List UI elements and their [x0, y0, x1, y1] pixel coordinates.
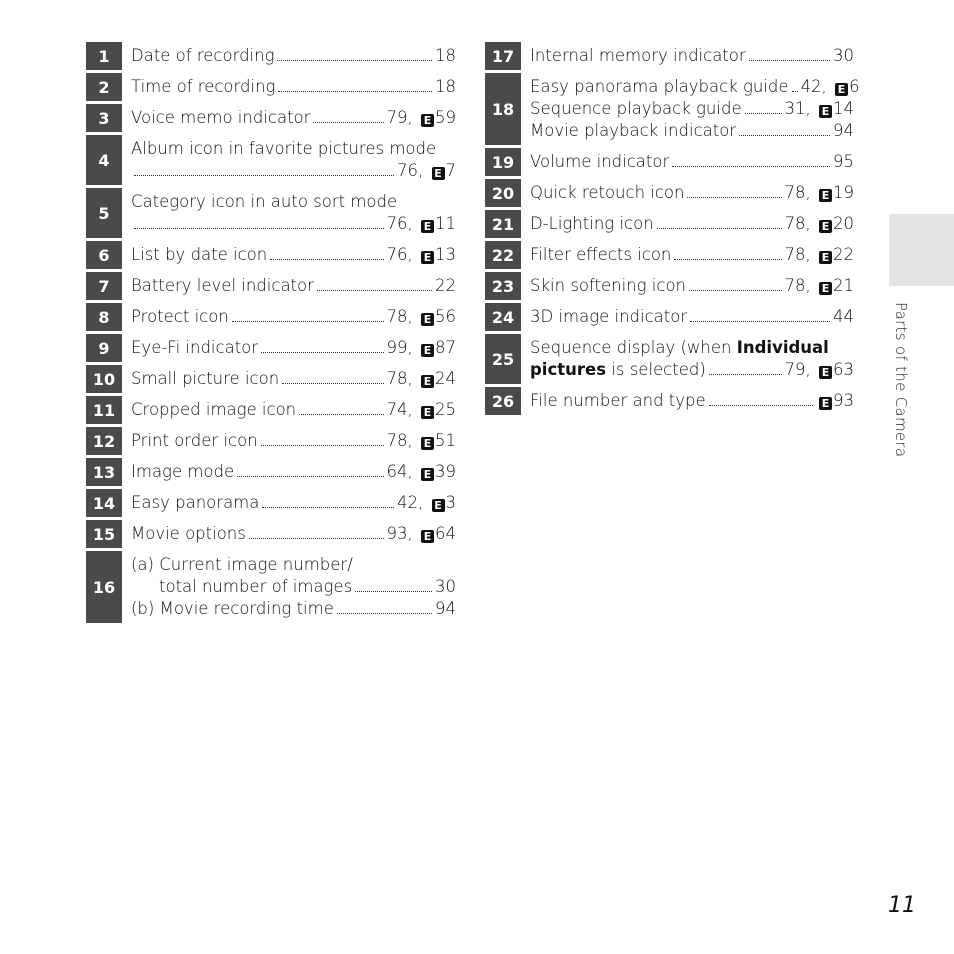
item-description: [122, 187, 456, 240]
item-number: 6: [86, 240, 122, 271]
item-description: [521, 240, 854, 271]
legend-row: [485, 240, 854, 271]
item-number: 14: [86, 488, 122, 519]
page-ref-number: 64,: [386, 462, 418, 481]
page-reference: [387, 213, 457, 235]
description-line: [131, 430, 456, 452]
item-number: 25: [485, 333, 521, 386]
description-line: [131, 107, 456, 129]
item-number: 7: [86, 271, 122, 302]
page-ref-number: 76,: [386, 245, 418, 264]
page-reference: [785, 275, 855, 297]
page-ref-number: 79,: [784, 360, 816, 379]
description-line: [131, 275, 456, 297]
page-ref-number: 42,: [800, 77, 833, 96]
reference-section-icon: E: [421, 406, 434, 419]
page-ref-number: 78,: [784, 245, 816, 264]
item-label: Time of recording: [131, 77, 276, 96]
description-line: [530, 76, 860, 98]
item-number: 26: [485, 386, 521, 417]
item-number: 24: [485, 302, 521, 333]
item-description: [521, 386, 854, 417]
reference-section-icon: E: [421, 530, 434, 543]
description-line: [530, 306, 854, 328]
dot-leader: [709, 405, 813, 406]
page-ref-number: 99,: [386, 338, 418, 357]
item-number: 9: [86, 333, 122, 364]
page-reference: [785, 213, 855, 235]
legend-row: [86, 488, 456, 519]
section-label: Parts of the Camera: [892, 302, 910, 458]
item-label: Category icon in auto sort mode: [131, 192, 398, 211]
item-number: 12: [86, 426, 122, 457]
item-label: Small picture icon: [131, 369, 280, 388]
reference-section-icon: E: [421, 375, 434, 388]
dot-leader: [674, 259, 781, 260]
description-line: [530, 359, 854, 381]
label-part: is selected): [606, 360, 706, 379]
item-label: (b) Movie recording time: [131, 599, 334, 618]
page-reference: [387, 430, 457, 452]
description-line: [131, 492, 456, 514]
dot-leader: [299, 414, 383, 415]
page-reference: [435, 275, 456, 297]
reference-section-page: 7: [445, 161, 456, 180]
page-ref-number: 30: [435, 577, 456, 596]
reference-section-icon: E: [819, 189, 832, 202]
item-label: List by date icon: [131, 245, 268, 264]
legend-row: [485, 72, 854, 147]
page-reference: [785, 182, 855, 204]
reference-section-page: 24: [435, 369, 456, 388]
dot-leader: [134, 175, 394, 176]
item-description: [122, 457, 456, 488]
legend-row: [485, 333, 854, 386]
reference-section-icon: E: [421, 468, 434, 481]
dot-leader: [337, 613, 432, 614]
page-reference: [785, 98, 855, 120]
item-number: 13: [86, 457, 122, 488]
section-tab: [889, 214, 954, 286]
page-ref-number: 78,: [784, 214, 816, 233]
item-number: 23: [485, 271, 521, 302]
page-ref-number: 44: [833, 307, 854, 326]
legend-row: [86, 302, 456, 333]
description-line: [530, 390, 854, 412]
description-line: [530, 275, 854, 297]
item-description: [122, 488, 456, 519]
reference-section-page: 20: [833, 214, 854, 233]
page-reference: [387, 523, 457, 545]
item-description: [122, 426, 456, 457]
item-number: 16: [86, 550, 122, 625]
item-label: Image mode: [131, 462, 235, 481]
description-line: [530, 213, 854, 235]
reference-section-page: 64: [435, 524, 456, 543]
description-line: [530, 45, 854, 67]
dot-leader: [262, 507, 394, 508]
reference-section-icon: E: [819, 282, 832, 295]
dot-leader: [749, 60, 830, 61]
page-reference: [387, 461, 457, 483]
dot-leader: [687, 197, 781, 198]
reference-section-icon: E: [819, 397, 832, 410]
reference-section-page: 22: [833, 245, 854, 264]
dot-leader: [261, 352, 383, 353]
bold-term: Individual: [736, 338, 829, 357]
item-description: [521, 147, 854, 178]
item-description: [521, 271, 854, 302]
reference-section-icon: E: [421, 220, 434, 233]
reference-section-page: 11: [435, 214, 456, 233]
reference-section-page: 21: [833, 276, 854, 295]
description-line: [530, 151, 854, 173]
legend-row: [86, 395, 456, 426]
item-number: 10: [86, 364, 122, 395]
item-description: [122, 395, 456, 426]
item-number: 21: [485, 209, 521, 240]
item-number: 8: [86, 302, 122, 333]
reference-section-page: 87: [435, 338, 456, 357]
page-reference: [387, 368, 457, 390]
reference-section-page: 39: [435, 462, 456, 481]
reference-section-page: 51: [435, 431, 456, 450]
item-label: (a) Current image number/: [131, 555, 353, 574]
item-description: [122, 240, 456, 271]
page-reference: [435, 598, 456, 620]
description-line: [131, 598, 456, 620]
dot-leader: [134, 228, 384, 229]
description-line: [131, 45, 456, 67]
dot-leader: [657, 228, 782, 229]
description-line: [530, 98, 854, 120]
dot-leader: [313, 122, 383, 123]
item-label: Eye-Fi indicator: [131, 338, 259, 357]
legend-row: [86, 134, 456, 187]
page-reference: [435, 576, 456, 598]
page-ref-number: 31,: [784, 99, 816, 118]
description-line: [131, 368, 456, 390]
page-ref-number: 30: [833, 46, 854, 65]
description-line: [131, 523, 456, 545]
item-description: [122, 364, 456, 395]
legend-row: [86, 271, 456, 302]
legend-row: [86, 519, 456, 550]
legend-row: [485, 178, 854, 209]
reference-section-page: 6: [849, 77, 860, 96]
reference-section-icon: E: [819, 251, 832, 264]
page-ref-number: 78,: [386, 431, 418, 450]
item-number: 18: [485, 72, 521, 147]
item-number: 15: [86, 519, 122, 550]
legend-row: [485, 302, 854, 333]
item-description: [122, 103, 456, 134]
page-ref-number: 95: [833, 152, 854, 171]
item-description: [521, 72, 860, 147]
page-reference: [785, 359, 855, 381]
description-line: [131, 576, 456, 598]
item-description: [122, 134, 456, 187]
item-label: File number and type: [530, 391, 706, 410]
dot-leader: [278, 91, 432, 92]
item-description: [122, 42, 456, 72]
description-line: [131, 160, 456, 182]
page-reference: [435, 45, 456, 67]
legend-row: [86, 72, 456, 103]
reference-section-page: 59: [435, 108, 456, 127]
item-label: total number of images: [159, 577, 353, 596]
item-number: 3: [86, 103, 122, 134]
left-column: [86, 42, 456, 626]
page-ref-number: 74,: [386, 400, 418, 419]
description-line: [131, 337, 456, 359]
description-line: [131, 191, 456, 213]
reference-section-icon: E: [432, 499, 445, 512]
item-label: Voice memo indicator: [131, 108, 311, 127]
item-description: [122, 72, 456, 103]
legend-row: [86, 364, 456, 395]
item-label: Easy panorama playback guide: [530, 77, 789, 96]
description-line: [530, 120, 854, 142]
dot-leader: [270, 259, 383, 260]
page-reference: [387, 244, 457, 266]
page-reference: [387, 399, 457, 421]
item-number: 17: [485, 42, 521, 72]
legend-row: [86, 426, 456, 457]
legend-row: [86, 333, 456, 364]
reference-section-icon: E: [421, 114, 434, 127]
label-part: Sequence display (when: [530, 338, 737, 357]
page-reference: [816, 390, 854, 412]
legend-row: [86, 240, 456, 271]
page-ref-number: 18: [435, 46, 456, 65]
page-ref-number: 79,: [386, 108, 418, 127]
reference-section-page: 3: [445, 493, 456, 512]
dot-leader: [317, 290, 432, 291]
item-number: 22: [485, 240, 521, 271]
dot-leader: [277, 60, 432, 61]
item-label: Battery level indicator: [131, 276, 314, 295]
dot-leader: [282, 383, 383, 384]
dot-leader: [792, 91, 798, 92]
reference-section-icon: E: [819, 366, 832, 379]
page-reference: [833, 151, 854, 173]
item-label: Cropped image icon: [131, 400, 297, 419]
page-reference: [387, 337, 457, 359]
dot-leader: [689, 290, 781, 291]
page-ref-number: 78,: [784, 276, 816, 295]
description-line: [530, 182, 854, 204]
item-number: 1: [86, 42, 122, 72]
item-description: [122, 271, 456, 302]
page-ref-number: 94: [833, 121, 854, 140]
page-ref-number: 76,: [386, 214, 418, 233]
item-label: Print order icon: [131, 431, 258, 450]
item-description: [521, 302, 854, 333]
item-number: 2: [86, 72, 122, 103]
page-ref-number: 94: [435, 599, 456, 618]
dot-leader: [249, 538, 384, 539]
page-ref-number: 76,: [397, 161, 429, 180]
page-reference: [387, 107, 457, 129]
page-ref-number: 93,: [386, 524, 418, 543]
legend-table-left: [86, 42, 456, 626]
page-ref-number: 78,: [386, 369, 418, 388]
legend-row: [485, 147, 854, 178]
reference-section-page: 93: [833, 391, 854, 410]
legend-row: [86, 550, 456, 625]
item-description: [521, 178, 854, 209]
item-label: [530, 337, 829, 359]
reference-section-page: 14: [833, 99, 854, 118]
item-description: [521, 42, 854, 72]
page-ref-number: 78,: [784, 183, 816, 202]
item-label: Easy panorama: [131, 493, 260, 512]
item-description: [122, 519, 456, 550]
reference-section-icon: E: [819, 220, 832, 233]
dot-leader: [672, 166, 830, 167]
bold-term: pictures: [530, 360, 607, 379]
item-description: [521, 333, 854, 386]
page-ref-number: 18: [435, 77, 456, 96]
description-line: [131, 213, 456, 235]
dot-leader: [261, 445, 384, 446]
description-line: [131, 76, 456, 98]
reference-section-icon: E: [835, 83, 848, 96]
item-number: 11: [86, 395, 122, 426]
page-reference: [833, 306, 854, 328]
reference-section-icon: E: [819, 105, 832, 118]
legend-row: [485, 42, 854, 72]
item-number: 20: [485, 178, 521, 209]
item-label: Movie options: [131, 524, 246, 543]
description-line: [131, 306, 456, 328]
item-label: Album icon in favorite pictures mode: [131, 139, 437, 158]
item-number: 19: [485, 147, 521, 178]
item-label: 3D image indicator: [530, 307, 688, 326]
item-number: 5: [86, 187, 122, 240]
item-description: [122, 333, 456, 364]
reference-section-page: 19: [833, 183, 854, 202]
item-label: [530, 359, 706, 381]
description-line: [530, 337, 854, 359]
reference-section-icon: E: [432, 167, 445, 180]
page-reference: [435, 76, 456, 98]
legend-row: [86, 42, 456, 72]
item-label: Movie playback indicator: [530, 121, 737, 140]
dot-leader: [355, 591, 432, 592]
description-line: [131, 399, 456, 421]
page-reference: [801, 76, 860, 98]
description-line: [530, 244, 854, 266]
page-reference: [833, 120, 854, 142]
page-ref-number: 78,: [386, 307, 418, 326]
item-label: Filter effects icon: [530, 245, 672, 264]
reference-section-icon: E: [421, 344, 434, 357]
reference-section-page: 63: [833, 360, 854, 379]
dot-leader: [739, 135, 830, 136]
item-label: D-Lighting icon: [530, 214, 654, 233]
dot-leader: [232, 321, 384, 322]
right-column: [485, 42, 860, 418]
legend-table-right: [485, 42, 860, 418]
page-reference: [397, 492, 456, 514]
page-reference: [833, 45, 854, 67]
page-ref-number: 22: [435, 276, 456, 295]
description-line: [131, 461, 456, 483]
item-description: [521, 209, 854, 240]
page-ref-number: 42,: [397, 493, 429, 512]
description-line: [131, 244, 456, 266]
reference-section-page: 25: [435, 400, 456, 419]
page-reference: [387, 306, 457, 328]
page-reference: [785, 244, 855, 266]
item-label: Volume indicator: [530, 152, 670, 171]
reference-section-page: 13: [435, 245, 456, 264]
item-label: Date of recording: [131, 46, 275, 65]
reference-section-icon: E: [421, 437, 434, 450]
legend-row: [86, 187, 456, 240]
dot-leader: [745, 113, 782, 114]
legend-row: [485, 271, 854, 302]
item-description: [122, 302, 456, 333]
legend-row: [86, 457, 456, 488]
legend-row: [485, 209, 854, 240]
item-label: Skin softening icon: [530, 276, 687, 295]
legend-row: [86, 103, 456, 134]
description-line: [131, 138, 456, 160]
item-label: Protect icon: [131, 307, 229, 326]
description-line: [131, 554, 456, 576]
dot-leader: [237, 476, 383, 477]
item-number: 4: [86, 134, 122, 187]
item-label: Internal memory indicator: [530, 46, 746, 65]
reference-section-page: 56: [435, 307, 456, 326]
reference-section-icon: E: [421, 251, 434, 264]
legend-row: [485, 386, 854, 417]
dot-leader: [690, 321, 830, 322]
item-description: [122, 550, 456, 625]
dot-leader: [709, 374, 782, 375]
item-label: Quick retouch icon: [530, 183, 685, 202]
reference-section-icon: E: [421, 313, 434, 326]
page-number: 11: [888, 893, 916, 918]
page-reference: [397, 160, 456, 182]
item-label: Sequence playback guide: [530, 99, 742, 118]
